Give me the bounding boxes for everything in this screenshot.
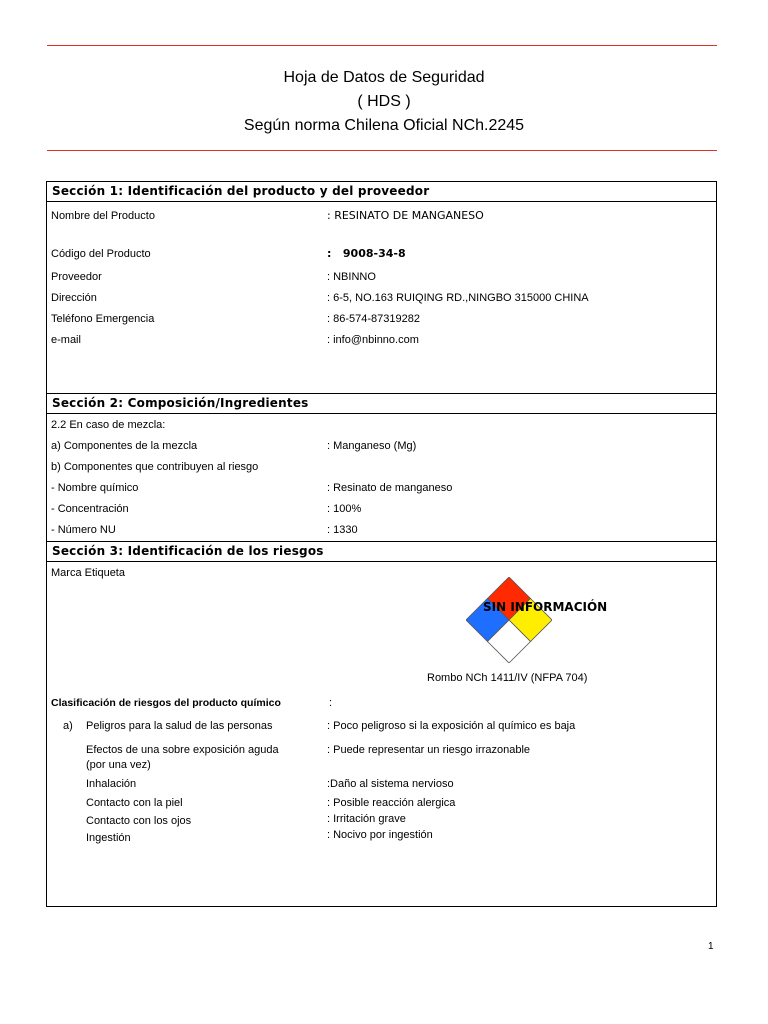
skin-contact-value: : Posible reacción alergica bbox=[327, 797, 456, 809]
email-value: : info@nbinno.com bbox=[327, 334, 419, 346]
section1-heading: Sección 1: Identificación del producto y del proveedor bbox=[46, 181, 717, 202]
header-bottom-rule bbox=[47, 150, 717, 151]
un-number-label: - Número NU bbox=[51, 524, 116, 536]
top-rule bbox=[47, 45, 717, 46]
classification-value: : bbox=[329, 697, 333, 709]
concentration-value: : 100% bbox=[327, 503, 362, 515]
section2-heading: Sección 2: Composición/Ingredientes bbox=[46, 393, 717, 414]
skin-contact-label: Contacto con la piel bbox=[86, 797, 183, 809]
product-code-label: Código del Producto bbox=[51, 248, 151, 260]
supplier-value: : NBINNO bbox=[327, 271, 376, 283]
classification-label: Clasificación de riesgos del producto químico bbox=[51, 697, 281, 709]
document-norm: Según norma Chilena Oficial NCh.2245 bbox=[243, 117, 525, 134]
eye-contact-value: : Irritación grave bbox=[327, 813, 406, 825]
product-code-value: : 9008-34-8 bbox=[327, 247, 406, 260]
label-mark-label: Marca Etiqueta bbox=[51, 567, 125, 579]
concentration-label: - Concentración bbox=[51, 503, 129, 515]
nfpa-diamond-icon bbox=[466, 577, 552, 663]
emergency-phone-label: Teléfono Emergencia bbox=[51, 313, 155, 325]
acute-effects-label-line1: Efectos de una sobre exposición aguda bbox=[86, 744, 279, 756]
rombo-caption: Rombo NCh 1411/IV (NFPA 704) bbox=[427, 672, 588, 684]
eye-contact-label: Contacto con los ojos bbox=[86, 815, 192, 827]
inhalation-label: Inhalación bbox=[86, 778, 137, 790]
mixture-components-value: : Manganeso (Mg) bbox=[327, 440, 417, 452]
supplier-label: Proveedor bbox=[51, 271, 102, 283]
product-name-value: : RESINATO DE MANGANESO bbox=[327, 209, 484, 222]
ingestion-label: Ingestión bbox=[86, 832, 131, 844]
product-name-label: Nombre del Producto bbox=[51, 210, 155, 222]
ingestion-value: : Nocivo por ingestión bbox=[327, 829, 433, 841]
chemical-name-label: - Nombre químico bbox=[51, 482, 139, 494]
section3-heading: Sección 3: Identificación de los riesgos bbox=[46, 541, 717, 562]
acute-effects-label-line2: (por una vez) bbox=[86, 759, 151, 771]
risk-components-label: b) Componentes que contribuyen al riesgo bbox=[51, 461, 259, 473]
health-hazard-label: Peligros para la salud de las personas bbox=[86, 720, 273, 732]
hazard-no-info-text: SIN INFORMACIÓN bbox=[483, 600, 608, 614]
email-label: e-mail bbox=[51, 334, 81, 346]
acute-effects-value: : Puede representar un riesgo irrazonable bbox=[327, 744, 531, 756]
document-abbreviation: ( HDS ) bbox=[357, 93, 411, 110]
document-title: Hoja de Datos de Seguridad bbox=[283, 69, 485, 86]
page-number: 1 bbox=[708, 941, 714, 952]
emergency-phone-value: : 86-574-87319282 bbox=[327, 313, 420, 325]
address-label: Dirección bbox=[51, 292, 97, 304]
inhalation-value: :Daño al sistema nervioso bbox=[327, 778, 454, 790]
mixture-case-label: 2.2 En caso de mezcla: bbox=[51, 419, 166, 431]
address-value: : 6-5, NO.163 RUIQING RD.,NINGBO 315000 CHINA bbox=[327, 292, 589, 304]
mixture-components-label: a) Componentes de la mezcla bbox=[51, 440, 198, 452]
chemical-name-value: : Resinato de manganeso bbox=[327, 482, 453, 494]
health-hazard-value: : Poco peligroso si la exposición al químico es baja bbox=[327, 720, 576, 732]
item-a-marker: a) bbox=[63, 720, 73, 732]
un-number-value: : 1330 bbox=[327, 524, 358, 536]
